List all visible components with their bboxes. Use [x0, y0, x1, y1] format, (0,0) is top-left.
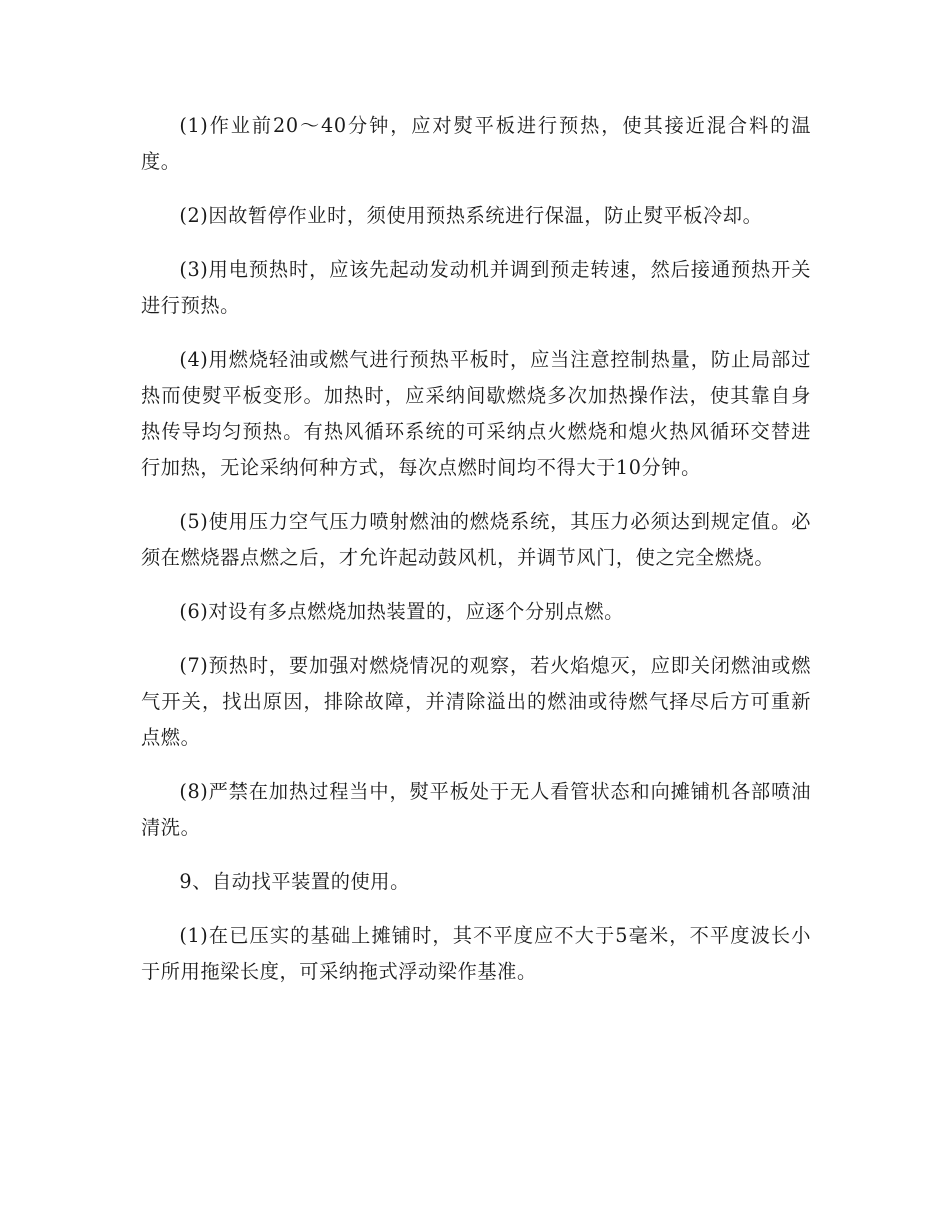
paragraph-pressure-burner: (5)使用压力空气压力喷射燃油的燃烧系统，其压力必须达到规定值。必须在燃烧器点燃之后，才允许起动鼓风机，并调节风门，使之完全燃烧。: [141, 510, 811, 569]
paragraph-pause-insulation: (2)因故暂停作业时，须使用预热系统进行保温，防止熨平板冷却。: [179, 204, 763, 227]
paragraph-prohibition: (8)严禁在加热过程当中，熨平板处于无人看管状态和向摊铺机各部喷油清洗。: [141, 780, 811, 839]
paragraph-electric-preheat: (3)用电预热时，应该先起动发动机并调到预走转速，然后接通预热开关进行预热。: [141, 258, 811, 317]
paragraph-fuel-preheat: (4)用燃烧轻油或燃气进行预热平板时，应当注意控制热量，防止局部过热而使熨平板变形。加热时，应采纳间歇燃烧多次加热操作法，使其靠自身热传导均匀预热。有热风循环系统的可采纳点火燃烧和熄火热风循环交替进行加热，无论采纳何种方式，每次点燃时间均不得大于10分钟。: [141, 348, 811, 479]
paragraph-floating-beam: (1)在已压实的基础上摊铺时，其不平度应不大于5毫米，不平度波长小于所用拖梁长度，可采纳拖式浮动梁作基准。: [141, 924, 811, 983]
section-heading-auto-leveling: 9、自动找平装置的使用。: [179, 870, 410, 893]
paragraph-multi-point-ignition: (6)对设有多点燃烧加热装置的，应逐个分别点燃。: [179, 600, 624, 623]
paragraph-flame-observation: (7)预热时，要加强对燃烧情况的观察，若火焰熄灭，应即关闭燃油或燃气开关，找出原因，排除故障，并清除溢出的燃油或待燃气择尽后方可重新点燃。: [141, 654, 811, 749]
paragraph-preheat-time: (1)作业前20～40分钟，应对熨平板进行预热，使其接近混合料的温度。: [141, 114, 811, 173]
document-body: [141, 108, 811, 1008]
